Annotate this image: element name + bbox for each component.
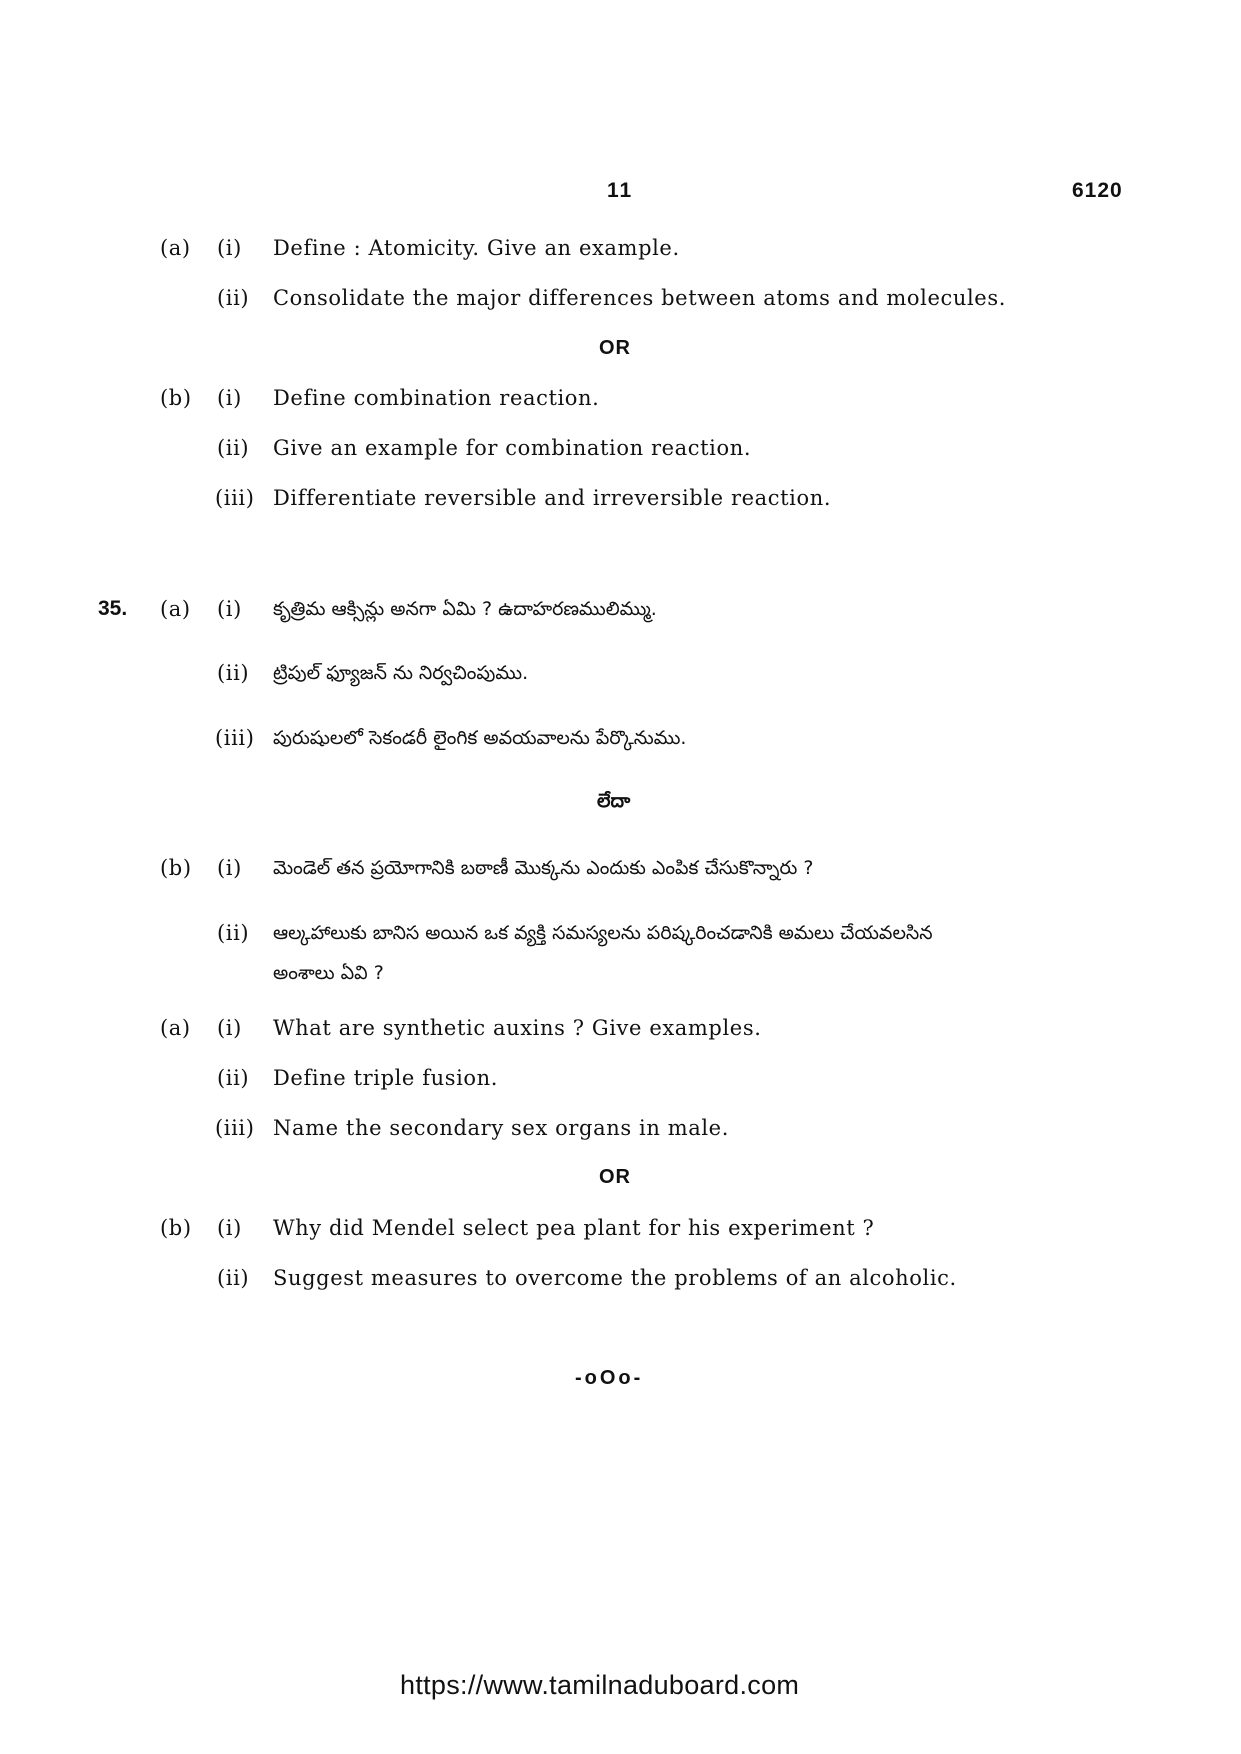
telugu-question-text: ఆల్కహాలుకు బానిస అయిన ఒక వ్యక్తి సమస్యలను పరిష్కరించడానికి అమలు చేయవలసిన: [273, 922, 933, 944]
telugu-question-text: ట్రిపుల్ ఫ్యూజన్ ను నిర్వచింపుము.: [273, 662, 529, 684]
paper-code: 6120: [1072, 179, 1123, 202]
label-ii: (ii): [217, 1266, 250, 1290]
question-text: What are synthetic auxins ? Give examples.: [273, 1016, 762, 1040]
label-ii: (ii): [217, 661, 250, 685]
or-divider: OR: [599, 337, 631, 359]
label-iii: (iii): [215, 726, 255, 750]
label-b: (b): [160, 1216, 192, 1240]
question-number: 35.: [98, 597, 128, 620]
telugu-question-text: అంశాలు ఏవి ?: [273, 962, 384, 984]
question-text: Define : Atomicity. Give an example.: [273, 236, 680, 260]
end-of-paper-mark: -oOo-: [575, 1367, 644, 1389]
label-i: (i): [217, 386, 242, 410]
label-i: (i): [217, 1016, 242, 1040]
label-i: (i): [217, 1216, 242, 1240]
question-text: Define triple fusion.: [273, 1066, 499, 1090]
label-ii: (ii): [217, 1066, 250, 1090]
question-text: Name the secondary sex organs in male.: [273, 1116, 729, 1140]
label-i: (i): [217, 856, 242, 880]
label-i: (i): [217, 597, 242, 621]
label-a: (a): [160, 236, 191, 260]
label-ii: (ii): [217, 286, 250, 310]
label-a: (a): [160, 597, 191, 621]
question-text: Why did Mendel select pea plant for his experiment ?: [273, 1216, 875, 1240]
telugu-question-text: పురుషులలో సెకండరీ లైంగిక అవయవాలను పేర్కొనుము.: [273, 727, 687, 749]
or-divider: OR: [599, 1166, 631, 1188]
telugu-question-text: మెండెల్ తన ప్రయోగానికి బఠాణీ మొక్కను ఎందుకు ఎంపిక చేసుకొన్నారు ?: [273, 857, 814, 879]
label-iii: (iii): [215, 1116, 255, 1140]
question-text: Define combination reaction.: [273, 386, 600, 410]
question-text: Suggest measures to overcome the problems of an alcoholic.: [273, 1266, 957, 1290]
footer-url-link[interactable]: https://www.tamilnaduboard.com: [400, 1670, 800, 1700]
question-text: Give an example for combination reaction.: [273, 436, 752, 460]
question-text: Differentiate reversible and irreversible reaction.: [273, 486, 832, 510]
label-ii: (ii): [217, 921, 250, 945]
label-iii: (iii): [215, 486, 255, 510]
label-ii: (ii): [217, 436, 250, 460]
label-b: (b): [160, 856, 192, 880]
or-divider: లేదా: [597, 790, 631, 812]
telugu-question-text: కృత్రిమ ఆక్సిన్లు అనగా ఏమి ? ఉదాహరణములిమ్ము.: [273, 598, 657, 620]
label-a: (a): [160, 1016, 191, 1040]
label-b: (b): [160, 386, 192, 410]
page-number: 11: [607, 179, 634, 202]
question-text: Consolidate the major differences between atoms and molecules.: [273, 286, 1006, 310]
label-i: (i): [217, 236, 242, 260]
